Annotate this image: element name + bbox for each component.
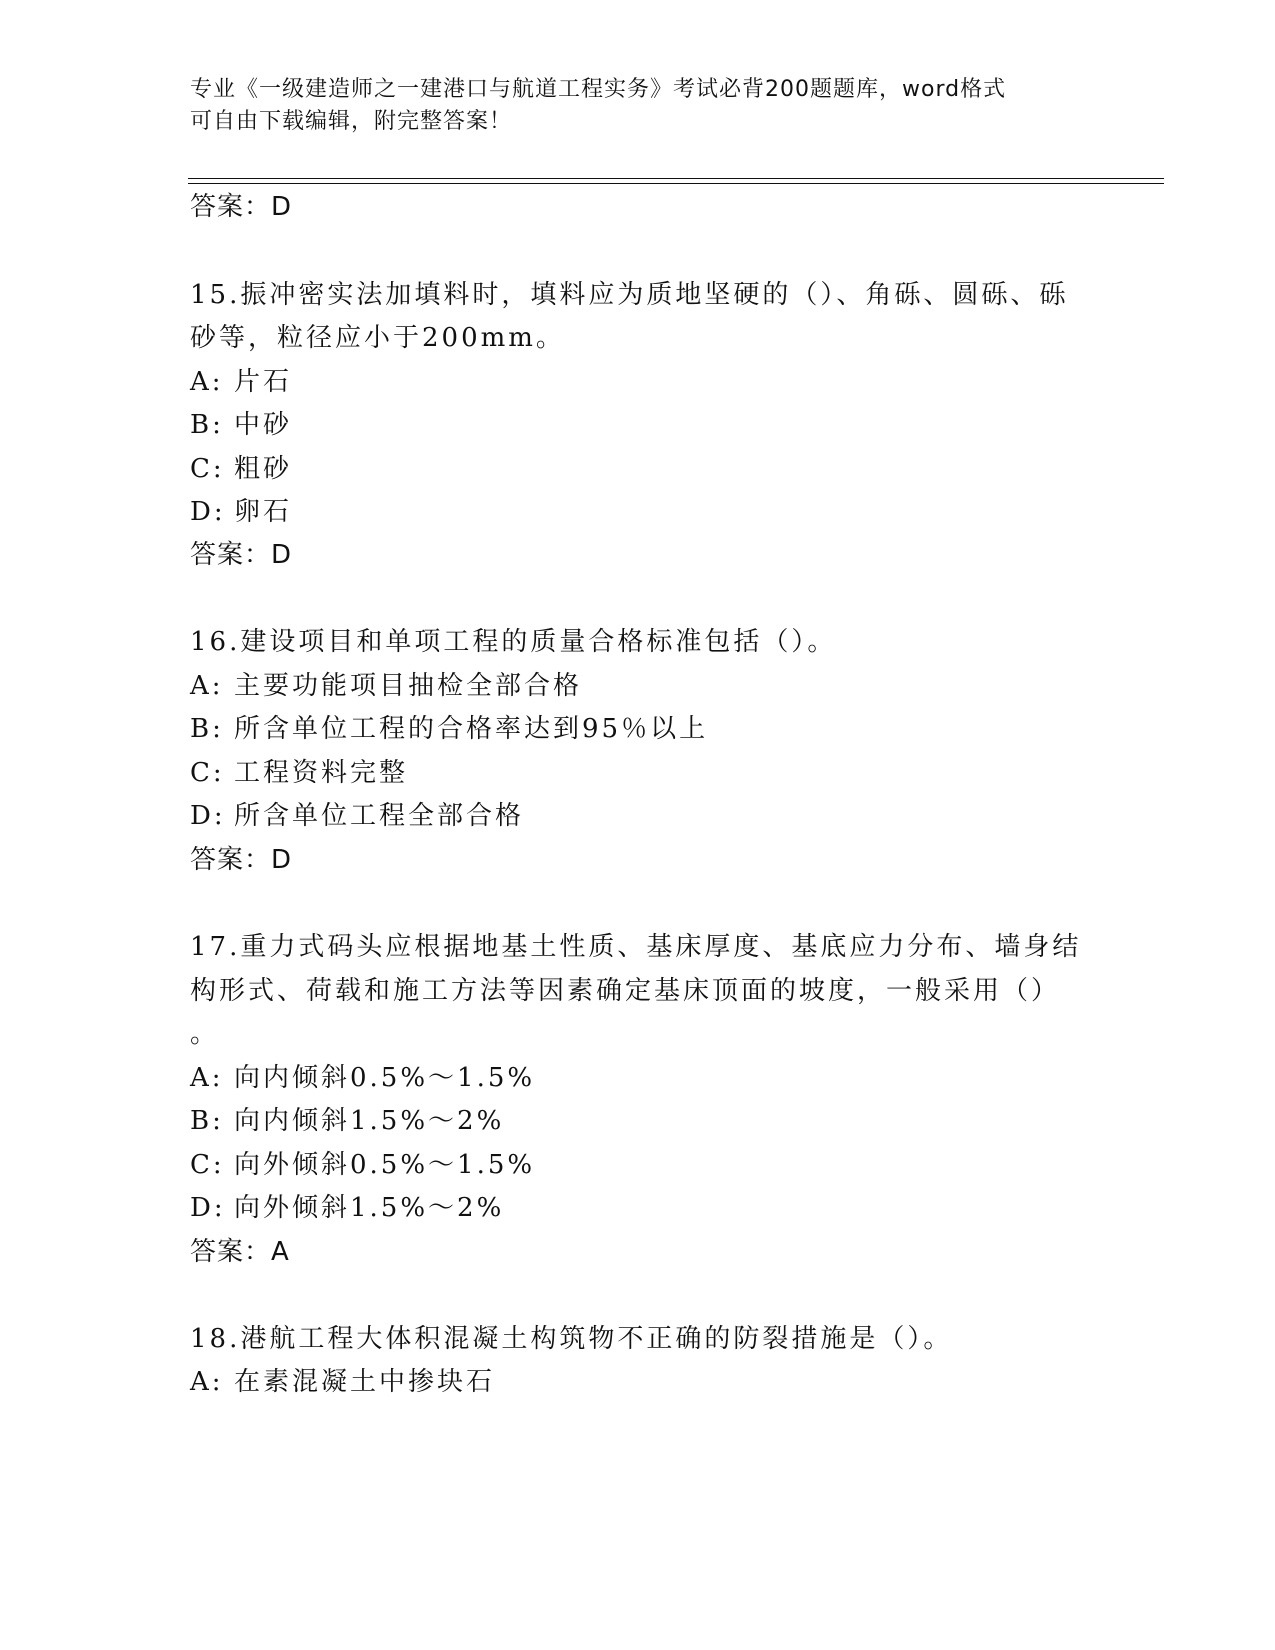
option-text: 向内倾斜1.5%～2% <box>234 1106 505 1136</box>
option-letter: A: <box>190 367 224 397</box>
option-letter: C: <box>190 1150 225 1180</box>
option-letter: D: <box>190 1193 226 1223</box>
answer-q14: 答案：D <box>190 192 293 222</box>
option-text: 主要功能项目抽检全部合格 <box>234 671 583 701</box>
option-letter: A: <box>190 671 224 701</box>
option-letter: B: <box>190 410 224 440</box>
q16-option-d <box>190 799 524 833</box>
answer-q17: 答案：A <box>190 1237 290 1267</box>
q17-option-c <box>190 1148 535 1182</box>
option-text: 向内倾斜0.5%～1.5% <box>234 1063 536 1093</box>
option-letter: A: <box>190 1063 224 1093</box>
option-text: 所含单位工程全部合格 <box>234 801 525 831</box>
header-line-2: 可自由下载编辑，附完整答案！ <box>190 109 513 134</box>
option-text: 所含单位工程的合格率达到95％以上 <box>234 714 709 744</box>
q17-option-d <box>190 1191 504 1225</box>
q17-stem-line-3: 。 <box>190 1019 220 1049</box>
option-letter: C: <box>190 454 225 484</box>
option-letter: A: <box>190 1367 224 1397</box>
q15-option-b <box>190 408 292 442</box>
q16-option-b <box>190 712 708 746</box>
option-text: 工程资料完整 <box>234 758 409 788</box>
q15-stem-line-2: 砂等，粒径应小于200mm。 <box>190 323 565 353</box>
option-text: 粗砂 <box>234 454 293 484</box>
option-text: 中砂 <box>234 410 293 440</box>
q17-stem-line-1: 17.重力式码头应根据地基土性质、基床厚度、基底应力分布、墙身结 <box>190 932 1082 962</box>
option-text: 卵石 <box>234 497 293 527</box>
option-letter: B: <box>190 1106 224 1136</box>
q16-option-c <box>190 756 408 790</box>
option-text: 片石 <box>234 367 293 397</box>
header-line-1: 专业《一级建造师之一建港口与航道工程实务》考试必背200题题库，word格式 <box>190 77 1007 102</box>
q15-option-a <box>190 365 292 399</box>
q16-option-a <box>190 669 582 703</box>
q17-option-a <box>190 1061 535 1095</box>
q17-stem-line-2: 构形式、荷载和施工方法等因素确定基床顶面的坡度，一般采用（） <box>190 976 1061 1006</box>
q15-option-d <box>190 495 292 529</box>
q18-stem-line-1: 18.港航工程大体积混凝土构筑物不正确的防裂措施是（）。 <box>190 1324 953 1354</box>
q15-stem-line-1: 15.振冲密实法加填料时，填料应为质地坚硬的（）、角砾、圆砾、砾 <box>190 280 1069 310</box>
q17-option-b <box>190 1104 504 1138</box>
q16-stem-line-1: 16.建设项目和单项工程的质量合格标准包括（）。 <box>190 627 837 657</box>
header-rule-top <box>188 178 1164 179</box>
q18-option-a <box>190 1365 495 1399</box>
answer-q15: 答案：D <box>190 540 293 570</box>
header-rule-bottom <box>188 183 1164 184</box>
option-text: 向外倾斜1.5%～2% <box>234 1193 505 1223</box>
q15-option-c <box>190 452 292 486</box>
option-text: 向外倾斜0.5%～1.5% <box>234 1150 536 1180</box>
page-header <box>190 74 1090 138</box>
option-text: 在素混凝土中掺块石 <box>234 1367 496 1397</box>
answer-q16: 答案：D <box>190 845 293 875</box>
option-letter: D: <box>190 801 226 831</box>
option-letter: C: <box>190 758 225 788</box>
option-letter: D: <box>190 497 226 527</box>
option-letter: B: <box>190 714 224 744</box>
